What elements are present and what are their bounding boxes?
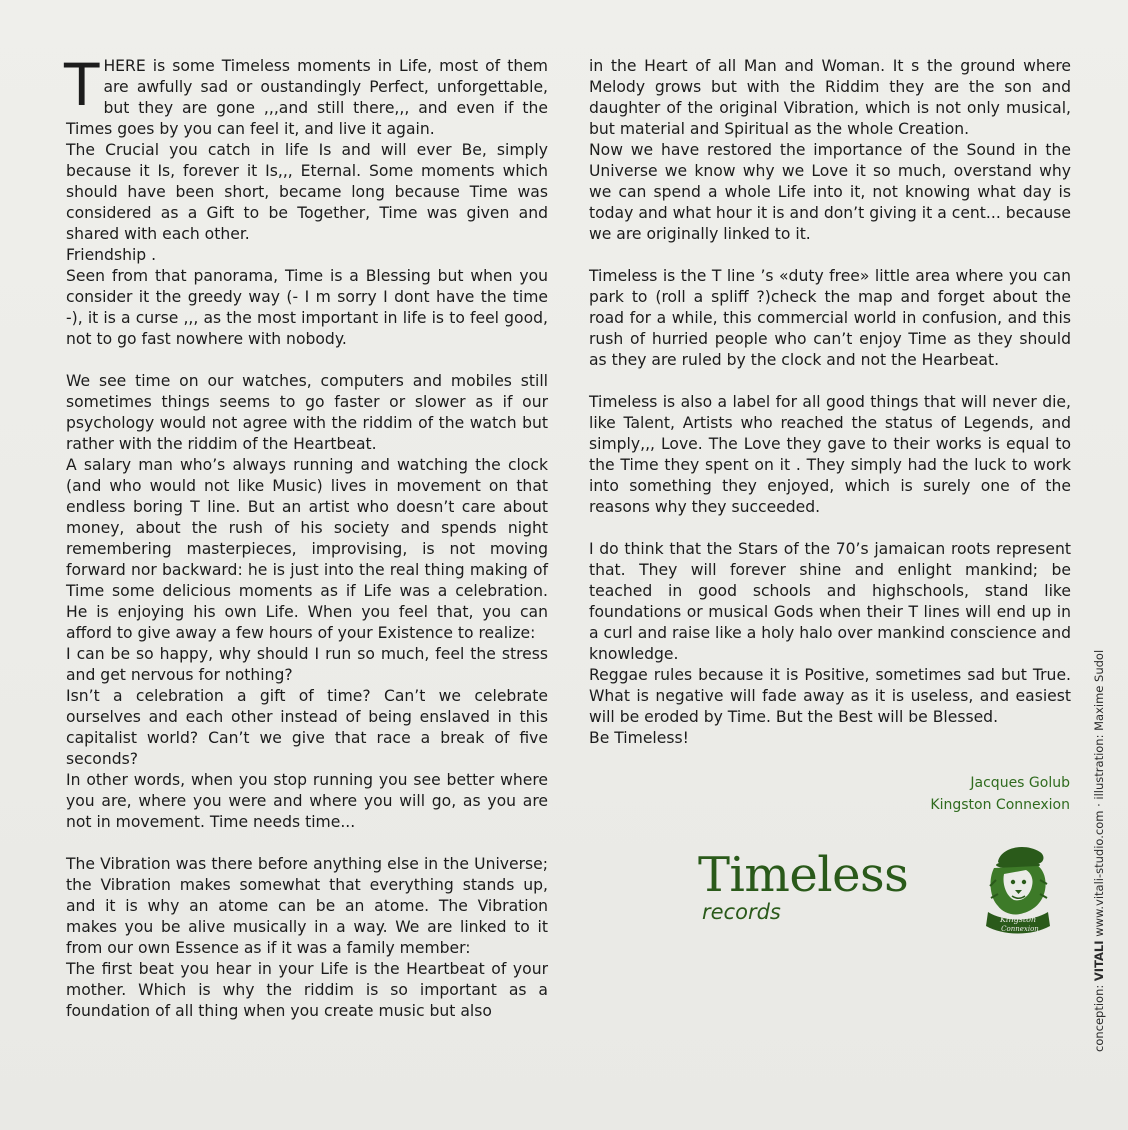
- right-column: [589, 56, 1071, 749]
- logo-text-top: Kingston: [999, 915, 1037, 924]
- paragraph: Be Timeless!: [589, 729, 689, 747]
- paragraph: The first beat you hear in your Life is the Heartbeat of your mother. Which is why the riddim is so important as a foundation of all thing when you create music but also: [66, 960, 548, 1020]
- paragraph: Timeless is also a label for all good things that will never die, like Talent, Artists who reached the status of Legends, and simply,,, Love. The Love they gave to their works is equal to the Time they spent on it . They simply had the luck to work into something they enjoyed, which is surely one of the reasons why they succeeded.: [589, 393, 1071, 516]
- credits-vertical: [1092, 650, 1106, 1052]
- paragraph: The Vibration was there before anything else in the Universe; the Vibration makes somewhat that everything stands up, and it is why an atome can be an atome. The Vibration makes you be alive musically in a way. We are linked to it from our own Essence as if it was a family member:: [66, 855, 548, 957]
- paragraph: in the Heart of all Man and Woman. It s the ground where Melody grows but with the Riddim they are the son and daughter of the original Vibration, which is not only musical, but material and Spiritual as the whole Creation.: [589, 57, 1071, 138]
- paragraph-gap: [589, 518, 1071, 539]
- credits-designer: VITALI: [1092, 940, 1106, 982]
- signature-name: Jacques Golub: [970, 775, 1070, 791]
- paragraph: In other words, when you stop running you see better where you are, where you were and where you will go, as you are not in movement. Time needs time...: [66, 771, 548, 831]
- brand-title: Timeless: [698, 847, 909, 903]
- drop-cap: T: [64, 51, 100, 119]
- paragraph: Now we have restored the importance of the Sound in the Universe we know why we Love it so much, overstand why we can spend a whole Life into it, not knowing what day is today and what hour it is and don’t giving it a cent... because we are originally linked to it.: [589, 141, 1071, 243]
- paragraph-gap: [66, 350, 548, 371]
- brand-subtitle: records: [702, 900, 781, 924]
- credits-rest: www.vitali-studio.com · illustration: Maxime Sudol: [1092, 649, 1106, 941]
- paragraph: Timeless is the T line ’s «duty free» little area where you can park to (roll a spliff ?)check the map and forget about the road for a while, this commercial world in confusion, and this rush of hurried people who can’t enjoy Time as they should as they are ruled by the clock and not the Hearbeat.: [589, 267, 1071, 369]
- signature: [930, 772, 1070, 816]
- paragraph: Seen from that panorama, Time is a Blessing but when you consider it the greedy way (- I m sorry I dont have the time -), it is a curse ,,, as the most important in life is to feel good, not to go fast nowhere with nobody.: [66, 267, 548, 348]
- paragraph: Reggae rules because it is Positive, sometimes sad but True. What is negative will fade away as it is useless, and easiest will be eroded by Time. But the Best will be Blessed.: [589, 666, 1071, 726]
- paragraph: We see time on our watches, computers and mobiles still sometimes things seems to go faster or slower as if our psychology would not agree with the riddim of the watch but rather with the riddim of the Heartbeat.: [66, 372, 548, 453]
- timeless-records-logo: [698, 848, 908, 922]
- paragraph: I can be so happy, why should I run so much, feel the stress and get nervous for nothing?: [66, 645, 548, 684]
- kingston-connexion-lion-icon: [984, 840, 1052, 936]
- paragraph-gap: [589, 371, 1071, 392]
- credits-prefix: conception:: [1092, 981, 1106, 1052]
- logo-text-bottom: Connexion: [1001, 925, 1039, 933]
- paragraph: Isn’t a celebration a gift of time? Can’t we celebrate ourselves and each other instead of being enslaved in this capitalist world? Can’t we give that race a break of five seconds?: [66, 687, 548, 768]
- paragraph: I do think that the Stars of the 70’s jamaican roots represent that. They will forever shine and enlight mankind; be teached in good schools and highschools, stand like foundations or musical Gods when their T lines will end up in a curl and raise like a holy halo over mankind conscience and knowledge.: [589, 540, 1071, 663]
- paragraph-gap: [66, 833, 548, 854]
- opening-paragraph: [64, 51, 548, 140]
- left-column: [64, 51, 548, 1022]
- signature-org: Kingston Connexion: [930, 797, 1070, 813]
- paragraph-gap: [589, 245, 1071, 266]
- paragraph: HERE is some Timeless moments in Life, most of them are awfully sad or oustandingly Perfect, unforgettable, but they are gone ,,,and still there,,, and even if the Times goes by you can feel it, and live it again.: [66, 57, 548, 138]
- paragraph: A salary man who’s always running and watching the clock (and who would not like Music) lives in movement on that endless boring T line. But an artist who doesn’t care about money, about the rush of his society and spends night remembering masterpieces, improvising, is not moving forward nor backward: he is just into the real thing making of Time some delicious moments as if Life was a celebration. He is enjoying his own Life. When you feel that, you can afford to give away a few hours of your Existence to realize:: [66, 456, 548, 642]
- paragraph: Friendship .: [66, 246, 157, 264]
- paragraph: The Crucial you catch in life Is and will ever Be, simply because it Is, forever it Is,,, Eternal. Some moments which should have been short, became long because Time was considered as a Gift to be Together, Time was given and shared with each other.: [66, 141, 548, 243]
